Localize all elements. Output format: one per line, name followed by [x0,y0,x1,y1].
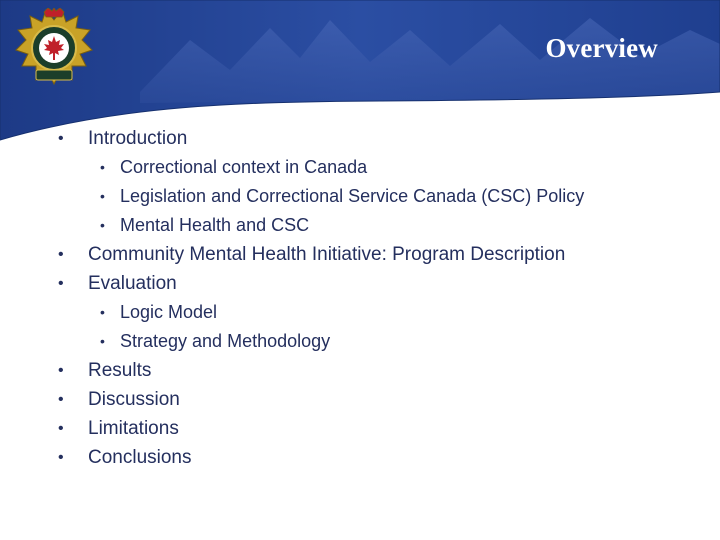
list-subitem [58,327,698,356]
list-subitem [58,298,698,327]
bullet-icon: • [100,159,105,175]
list-item [58,414,698,443]
list-subitem-text: Mental Health and CSC [120,215,310,235]
bullet-icon: • [58,391,64,408]
bullet-icon: • [58,130,64,147]
bullet-icon: • [58,246,64,263]
list-item-text: Limitations [88,418,179,439]
list-subitem [58,182,698,211]
list-item-text: Evaluation [88,273,177,294]
list-subitem [58,211,698,240]
list-item [58,385,698,414]
bullet-icon: • [58,362,64,379]
list-item [58,443,698,472]
list-subitem-text: Correctional context in Canada [120,157,368,177]
bullet-icon: • [100,217,105,233]
list-item [58,356,698,385]
list-subitem-text: Logic Model [120,302,218,322]
csc-crest-icon [14,8,94,100]
outline-list [58,124,698,472]
bullet-icon: • [100,188,105,204]
bullet-icon: • [100,333,105,349]
list-item-text: Conclusions [88,447,192,468]
bullet-icon: • [58,275,64,292]
list-item-text: Community Mental Health Initiative: Program Description [88,244,566,265]
list-subitem-text: Legislation and Correctional Service Canada (CSC) Policy [120,186,585,206]
bullet-icon: • [58,420,64,437]
list-item-text: Introduction [88,128,188,149]
slide-title: Overview [545,33,658,63]
list-item-text: Results [88,360,152,381]
list-item [58,269,698,298]
list-item-text: Discussion [88,389,180,410]
list-item [58,124,698,153]
bullet-icon: • [58,449,64,466]
list-subitem-text: Strategy and Methodology [120,331,331,351]
list-subitem [58,153,698,182]
list-item [58,240,698,269]
bullet-icon: • [100,304,105,320]
